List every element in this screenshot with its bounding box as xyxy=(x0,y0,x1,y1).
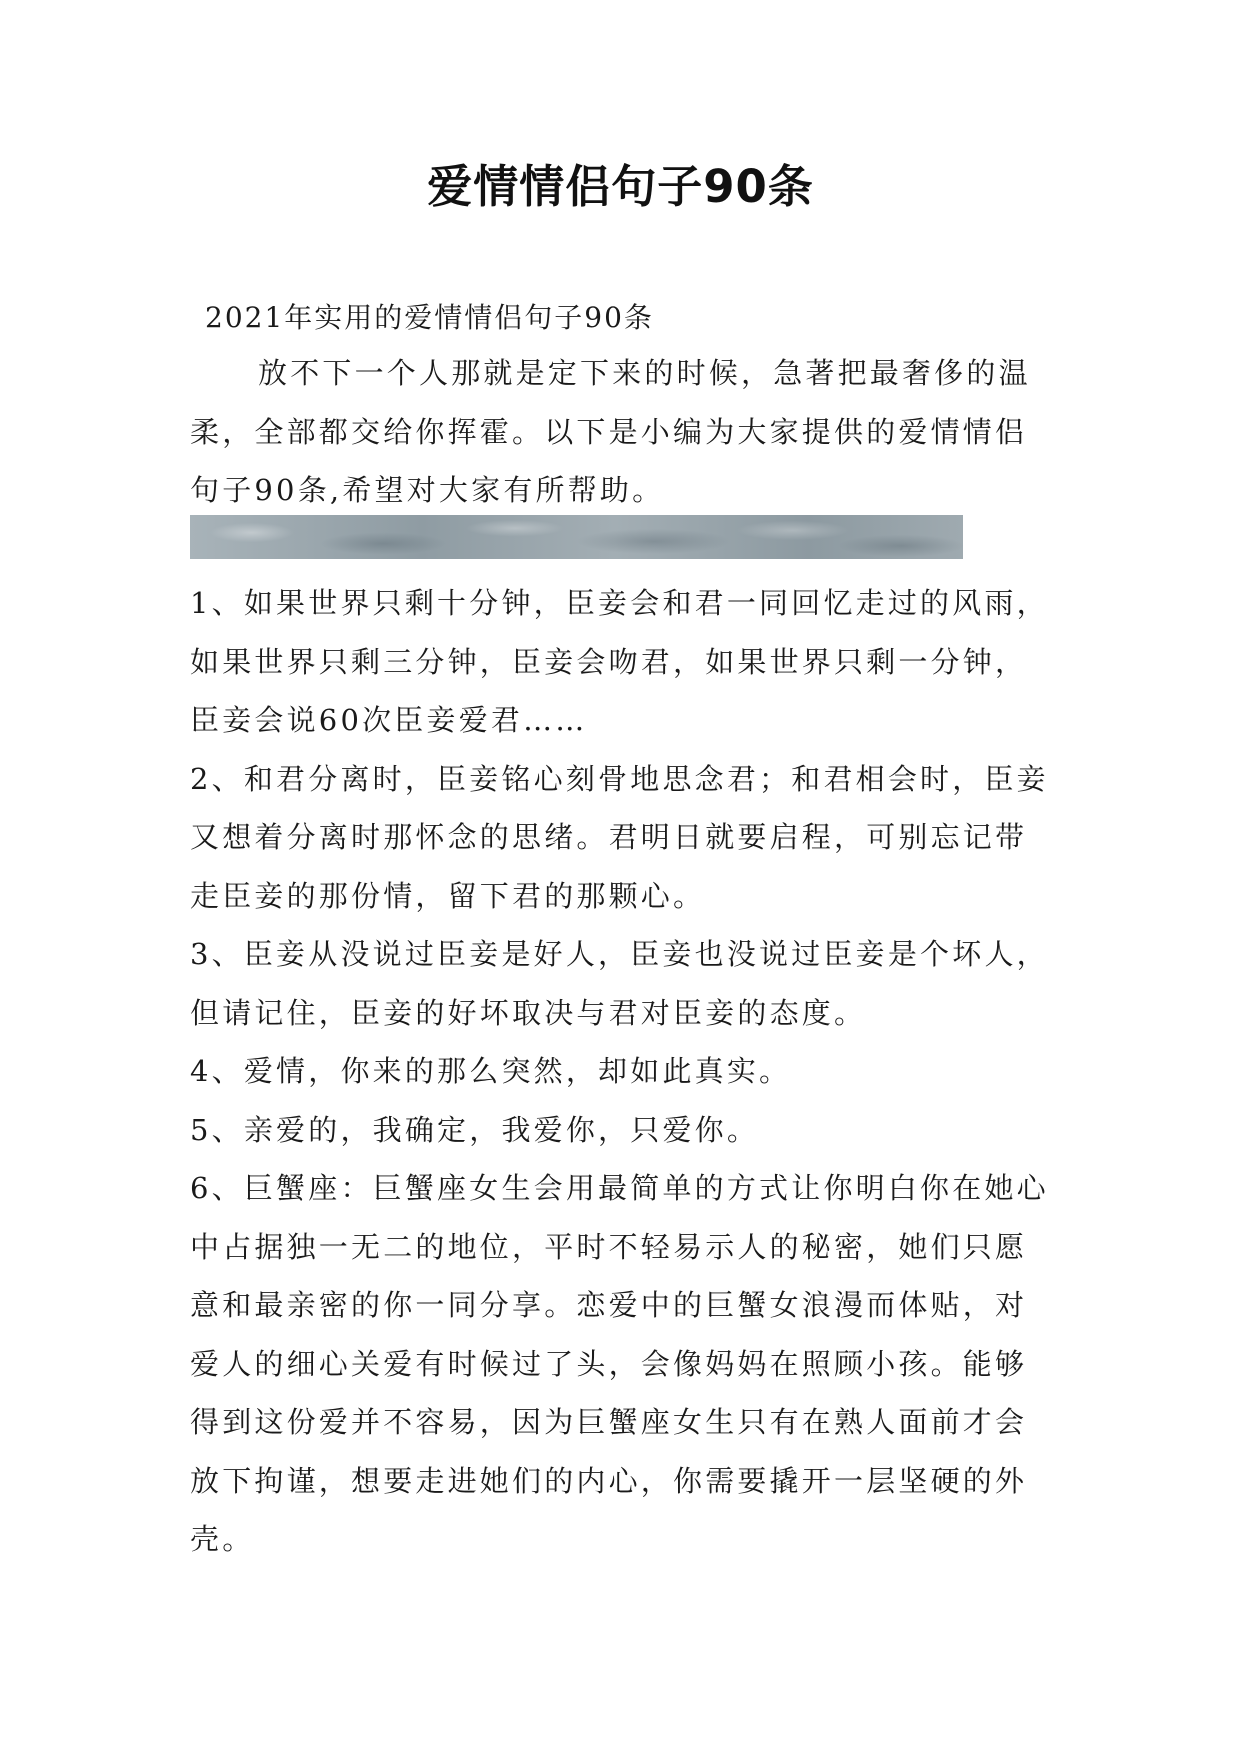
list-item: 1、如果世界只剩十分钟，臣妾会和君一同回忆走过的风雨，如果世界只剩三分钟，臣妾会吻君，如果世界只剩一分钟，臣妾会说60次臣妾爱君…… xyxy=(190,586,1049,737)
decorative-banner-image xyxy=(190,515,963,559)
list-item: 3、臣妾从没说过臣妾是好人，臣妾也没说过臣妾是个坏人，但请记住，臣妾的好坏取决与君对臣妾的态度。 xyxy=(190,937,1049,1030)
sentence-list xyxy=(190,574,1052,1569)
intro-paragraph: 放不下一个人那就是定下来的时候，急著把最奢侈的温柔，全部都交给你挥霍。以下是小编为大家提供的爱情情侣句子90条,希望对大家有所帮助。 xyxy=(190,356,1031,507)
document-title: 爱情情侣句子90条 xyxy=(427,160,814,213)
list-item: 6、巨蟹座：巨蟹座女生会用最简单的方式让你明白你在她心中占据独一无二的地位，平时不轻易示人的秘密，她们只愿意和最亲密的你一同分享。恋爱中的巨蟹女浪漫而体贴，对爱人的细心关爱有时候过了头，会像妈妈在照顾小孩。能够得到这份爱并不容易，因为巨蟹座女生只有在熟人面前才会放下拘谨，想要走进她们的内心，你需要撬开一层坚硬的外壳。 xyxy=(190,1171,1049,1556)
list-item: 5、亲爱的，我确定，我爱你，只爱你。 xyxy=(190,1112,760,1147)
document-subtitle: 2021年实用的爱情情侣句子90条 xyxy=(205,301,654,334)
list-item: 4、爱情，你来的那么突然，却如此真实。 xyxy=(190,1054,792,1088)
list-item: 2、和君分离时，臣妾铭心刻骨地思念君；和君相会时，臣妾又想着分离时那怀念的思绪。君明日就要启程，可别忘记带走臣妾的那份情，留下君的那颗心。 xyxy=(190,761,1049,913)
